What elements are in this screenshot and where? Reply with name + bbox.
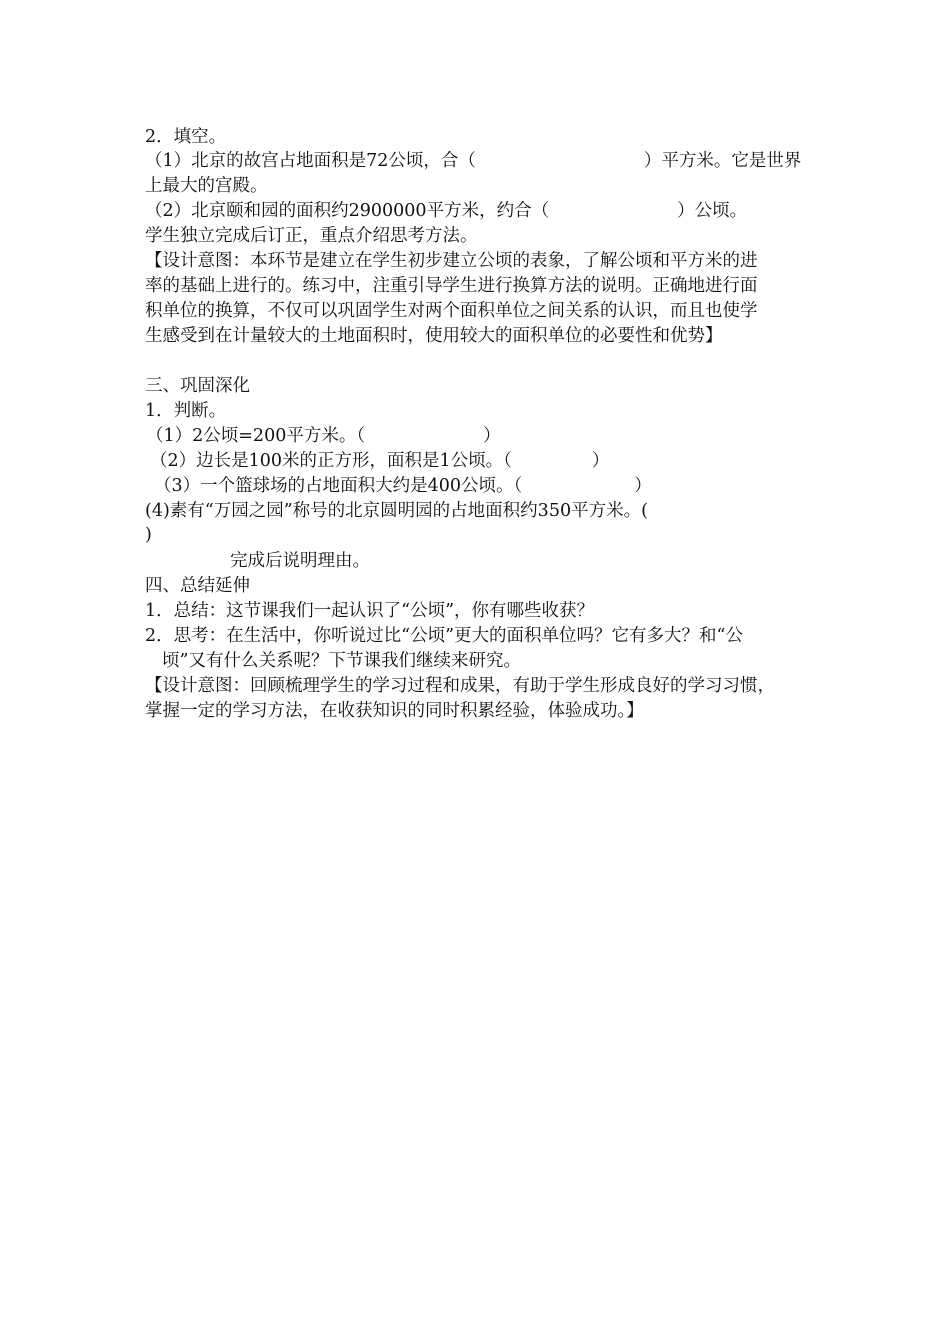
- fill-blank-q1-line2: 上最大的宫殿。: [145, 176, 268, 196]
- judgement-item-4-close: ): [145, 525, 152, 545]
- design-intent-2-line: 掌握一定的学习方法，在收获知识的同时积累经验，体验成功。】: [145, 701, 644, 721]
- q2-text-b: ）公顷。: [677, 201, 748, 221]
- fill-blank-note: 学生独立完成后订正，重点介绍思考方法。: [145, 226, 478, 246]
- judgement-item-4: (4)素有“万园之园”称号的北京圆明园的占地面积约350平方米。(: [145, 501, 648, 521]
- fill-blank-title: 2．填空。: [145, 127, 227, 147]
- design-intent-1-line: 率的基础上进行的。练习中，注重引导学生进行换算方法的说明。正确地进行面: [145, 276, 758, 296]
- j2-close: ）: [591, 451, 610, 471]
- j1-text: （1）2公顷=200平方米。（: [146, 426, 366, 446]
- q2-text-a: （2）北京颐和园的面积约2900000平方米，约合（: [145, 201, 550, 221]
- j3-text: （3）一个篮球场的占地面积大约是400公顷。（: [154, 476, 523, 496]
- j1-close: ）: [483, 426, 501, 446]
- q1-text-b: ）平方米。它是世界: [643, 151, 802, 171]
- j2-text: （2）边长是100米的正方形，面积是1公顷。（: [150, 451, 512, 471]
- design-intent-2-line: 【设计意图：回顾梳理学生的学习过程和成果，有助于学生形成良好的学习习惯，: [145, 676, 775, 696]
- summary-item-2-line2: 顷”又有什么关系呢？下节课我们继续来研究。: [162, 651, 521, 671]
- judgement-item-1: [146, 424, 501, 448]
- judgement-item-2: [150, 449, 609, 473]
- section4-heading: 四、总结延伸: [145, 576, 250, 596]
- summary-item-2-line1: 2．思考：在生活中，你听说过比“公顷”更大的面积单位吗？它有多大？和“公: [145, 626, 743, 646]
- section3-heading: 三、巩固深化: [145, 376, 250, 396]
- judgement-title: 1．判断。: [145, 401, 227, 421]
- summary-item-1: 1．总结：这节课我们一起认识了“公顷”，你有哪些收获？: [145, 601, 595, 621]
- section3-note: 完成后说明理由。: [230, 551, 370, 571]
- q1-text-a: （1）北京的故宫占地面积是72公顷，合（: [145, 151, 476, 171]
- fill-blank-q1-line1: [145, 149, 801, 173]
- design-intent-1-line: 【设计意图：本环节是建立在学生初步建立公顷的表象，了解公顷和平方米的进: [145, 251, 758, 271]
- judgement-item-3: [154, 474, 652, 498]
- design-intent-1-line: 生感受到在计量较大的土地面积时，使用较大的面积单位的必要性和优势】: [145, 326, 723, 346]
- design-intent-1-line: 积单位的换算，不仅可以巩固学生对两个面积单位之间关系的认识，而且也使学: [145, 301, 758, 321]
- fill-blank-q2: [145, 199, 747, 223]
- j3-close: ）: [634, 476, 652, 496]
